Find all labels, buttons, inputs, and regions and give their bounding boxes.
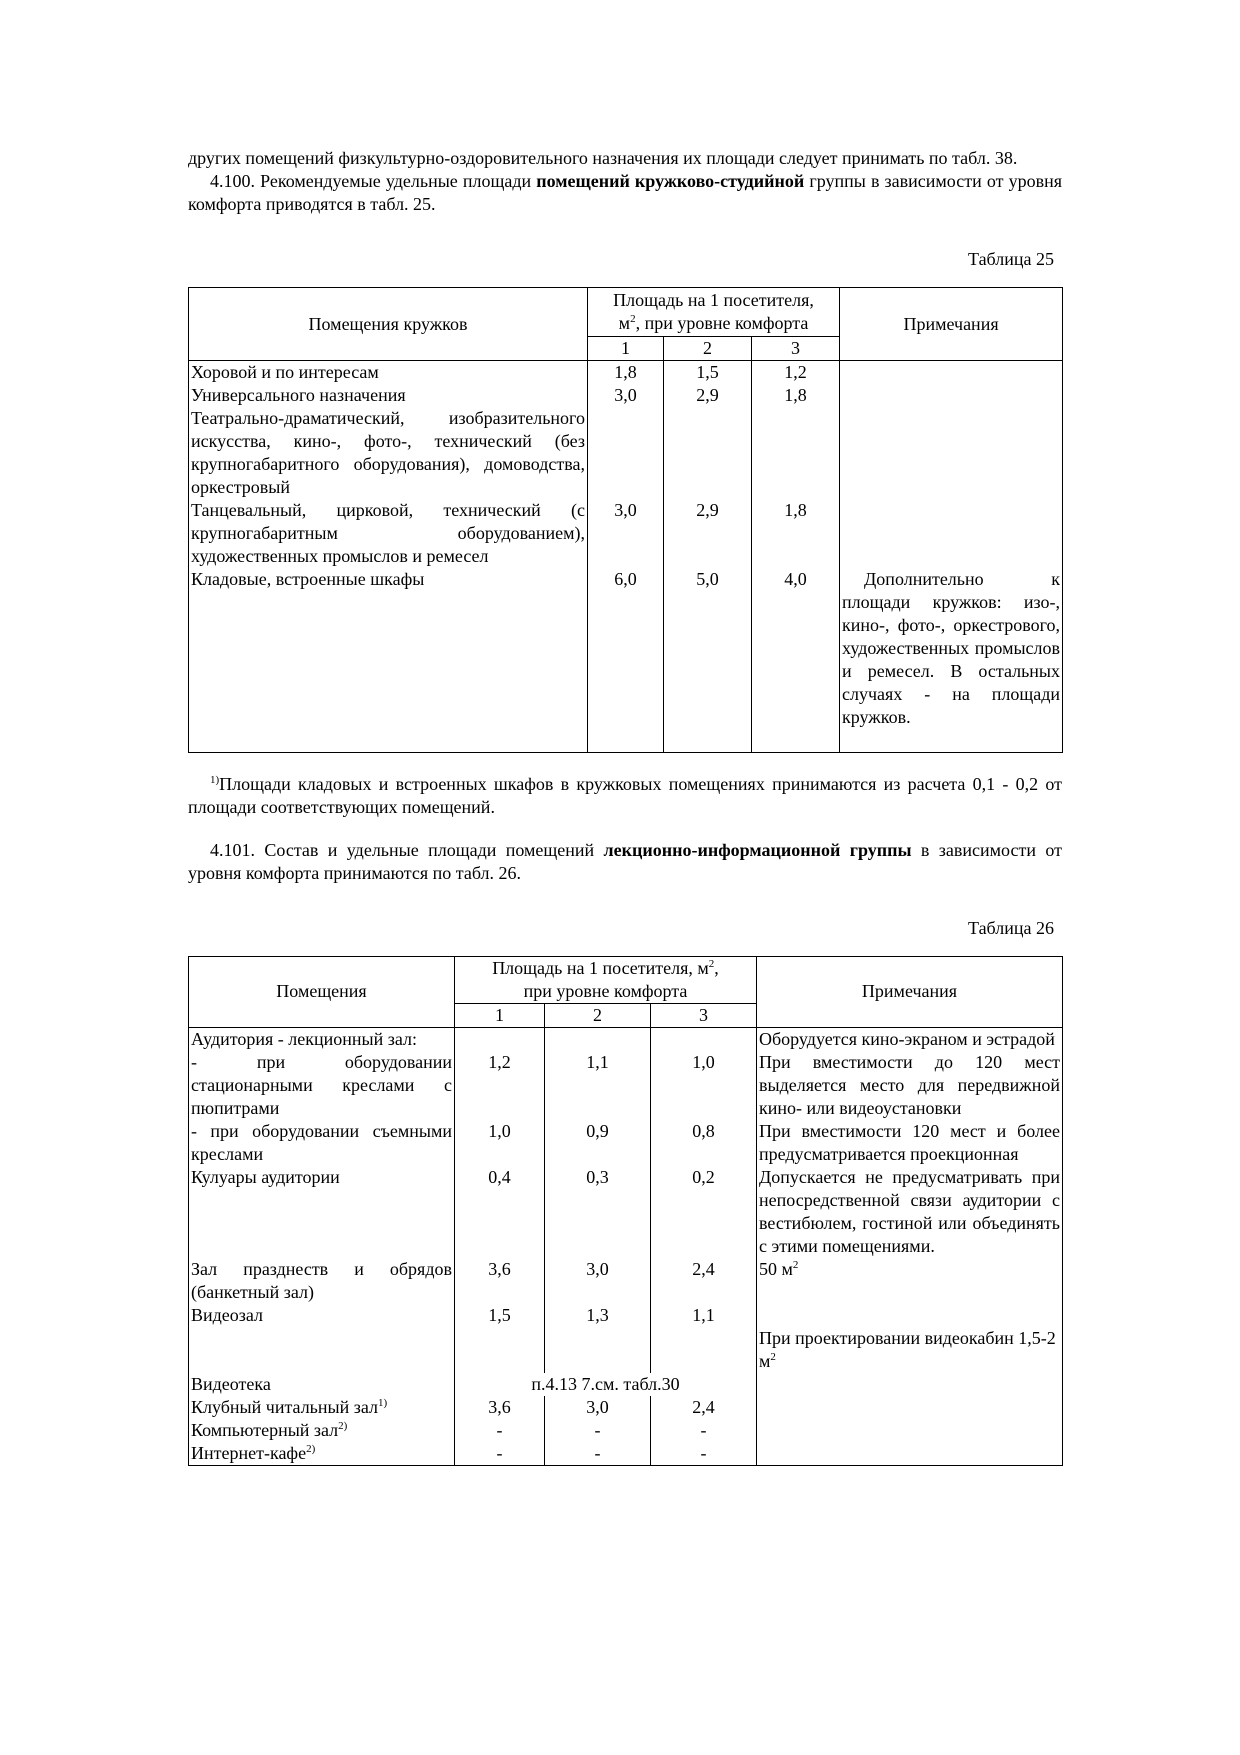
document-page (188, 147, 1062, 1466)
row-name: Видеотека (189, 1373, 455, 1396)
value-2: 2,9 (664, 384, 752, 407)
value-1: 3,0 (588, 384, 664, 407)
value-2: 1,3 (545, 1304, 651, 1373)
row-name: - при оборудовании стационарными креслами с пюпитрами (189, 1051, 455, 1120)
row-note: При вместимости 120 мест и более предусматривается проекционная (757, 1120, 1063, 1166)
table-row (189, 568, 1063, 752)
value-1: 1,2 (455, 1051, 545, 1120)
table-row (189, 361, 1063, 385)
value-1: - (455, 1419, 545, 1442)
row-name: Кулуары аудитории (189, 1166, 455, 1258)
value-2: 1,1 (545, 1051, 651, 1120)
table-row (189, 1304, 1063, 1373)
t25-level-2: 2 (664, 337, 752, 361)
value-2: - (545, 1442, 651, 1466)
row-name: Танцевальный, цирковой, технический (с крупногабаритным оборудованием), художественных промыслов и ремесел (189, 499, 588, 568)
table-25 (188, 287, 1063, 753)
p100-bold: помещений кружково-студийной (536, 171, 805, 191)
value-1: - (455, 1442, 545, 1466)
value-1: 1,8 (588, 361, 664, 385)
table-row (189, 1258, 1063, 1304)
table-row (189, 1051, 1063, 1120)
p100-pre: 4.100. Рекомендуемые удельные площади (210, 171, 537, 191)
value-2: 1,5 (664, 361, 752, 385)
value-2: 0,3 (545, 1166, 651, 1258)
row-note: Допускается не предусматривать при непосредственной связи аудитории с вестибюлем, гостиной или объединять с этими помещениями. (757, 1166, 1063, 1258)
row-name: Интернет-кафе$^{2)}$ (189, 1442, 455, 1466)
table25-caption: Таблица 25 (968, 249, 1054, 269)
row-note: 50 $м^2$ (757, 1258, 1063, 1304)
table-26 (188, 956, 1063, 1466)
value-3: 1,2 (752, 361, 840, 385)
t26-header-area: Площадь на 1 посетителя, $м^2$, при уровне комфорта (455, 956, 757, 1003)
value-3: 2,4 (651, 1396, 757, 1419)
table25-footnote: $^{1)}$Площади кладовых и встроенных шкафов в кружковых помещениях принимаются из расчета 0,1 - 0,2 от площади соответствующих помещений. (188, 773, 1062, 817)
value-3: 1,8 (752, 499, 840, 568)
row-note: Дополнительно к площади кружков: изо-, кино-, фото-, оркестрового, художественных промыслов и ремесел. В остальных случаях - на площади кружков. (840, 568, 1063, 752)
value-3: 1,0 (651, 1051, 757, 1120)
value-2: 5,0 (664, 568, 752, 752)
value-3: 4,0 (752, 568, 840, 752)
row-name: Аудитория - лекционный зал: (189, 1027, 455, 1051)
value-1: 1,5 (455, 1304, 545, 1373)
t26-level-1: 1 (455, 1003, 545, 1027)
row-note: Оборудуется кино-экраном и эстрадой (757, 1027, 1063, 1051)
value-2: 3,0 (545, 1258, 651, 1304)
value-2: 3,0 (545, 1396, 651, 1419)
value-3: 0,8 (651, 1120, 757, 1166)
value-1: 3,6 (455, 1258, 545, 1304)
value-3: 1,1 (651, 1304, 757, 1373)
row-name: Универсального назначения (189, 384, 588, 407)
intro-text: других помещений физкультурно-оздоровительного назначения их площади следует принимать по табл. 38. (188, 148, 1018, 168)
t25-level-3: 3 (752, 337, 840, 361)
t25-header-room: Помещения кружков (189, 288, 588, 361)
row-name: Видеозал (189, 1304, 455, 1373)
value-3: 1,8 (752, 384, 840, 407)
paragraph-4-101: 4.101. Состав и удельные площади помещений лекционно-информационной группы в зависимости от уровня комфорта принимаются по табл. 26. (188, 839, 1063, 883)
value-1: 6,0 (588, 568, 664, 752)
value-1: 3,6 (455, 1396, 545, 1419)
table-row (189, 1442, 1063, 1466)
span-value: п.4.13 7.см. табл.30 (455, 1373, 757, 1396)
value-1: 0,4 (455, 1166, 545, 1258)
table-row (189, 1396, 1063, 1419)
row-name: Компьютерный зал$^{2)}$ (189, 1419, 455, 1442)
row-name: Кладовые, встроенные шкафы (189, 568, 588, 752)
table-row (189, 1166, 1063, 1258)
table-row (189, 1419, 1063, 1442)
value-1: 3,0 (588, 499, 664, 568)
t26-level-2: 2 (545, 1003, 651, 1027)
value-2: - (545, 1419, 651, 1442)
paragraph-4-100 (188, 170, 1062, 216)
table-row (189, 1027, 1063, 1051)
table-row (189, 1373, 1063, 1396)
row-name: Театрально-драматический, изобразительного искусства, кино-, фото-, технический (без крупногабаритного оборудования), домоводства, оркестровый (189, 407, 588, 499)
table-row (189, 1120, 1063, 1166)
value-2: 0,9 (545, 1120, 651, 1166)
row-name: Зал празднеств и обрядов (банкетный зал) (189, 1258, 455, 1304)
t25-header-notes: Примечания (840, 288, 1063, 361)
row-name: - при оборудовании съемными креслами (189, 1120, 455, 1166)
t26-level-3: 3 (651, 1003, 757, 1027)
t25-header-area: Площадь на 1 посетителя, $м^2$, при уровне комфорта (588, 288, 840, 337)
row-name: Хоровой и по интересам (189, 361, 588, 385)
value-3: 2,4 (651, 1258, 757, 1304)
value-3: 0,2 (651, 1166, 757, 1258)
value-2: 2,9 (664, 499, 752, 568)
t26-header-notes: Примечания (757, 956, 1063, 1027)
t25-level-1: 1 (588, 337, 664, 361)
value-3: - (651, 1442, 757, 1466)
row-note: При проектировании видеокабин 1,5-2 $м^2$ (757, 1304, 1063, 1373)
row-note: При вместимости до 120 мест выделяется место для передвижной кино- или видеоустановки (757, 1051, 1063, 1120)
value-3: - (651, 1419, 757, 1442)
table26-caption: Таблица 26 (968, 917, 1054, 938)
p100-post: группы в зависимости от уровня комфорта приводятся в табл. 25. (188, 171, 1062, 214)
row-name: Клубный читальный зал$^{1)}$ (189, 1396, 455, 1419)
value-1: 1,0 (455, 1120, 545, 1166)
t26-header-room: Помещения (189, 956, 455, 1027)
